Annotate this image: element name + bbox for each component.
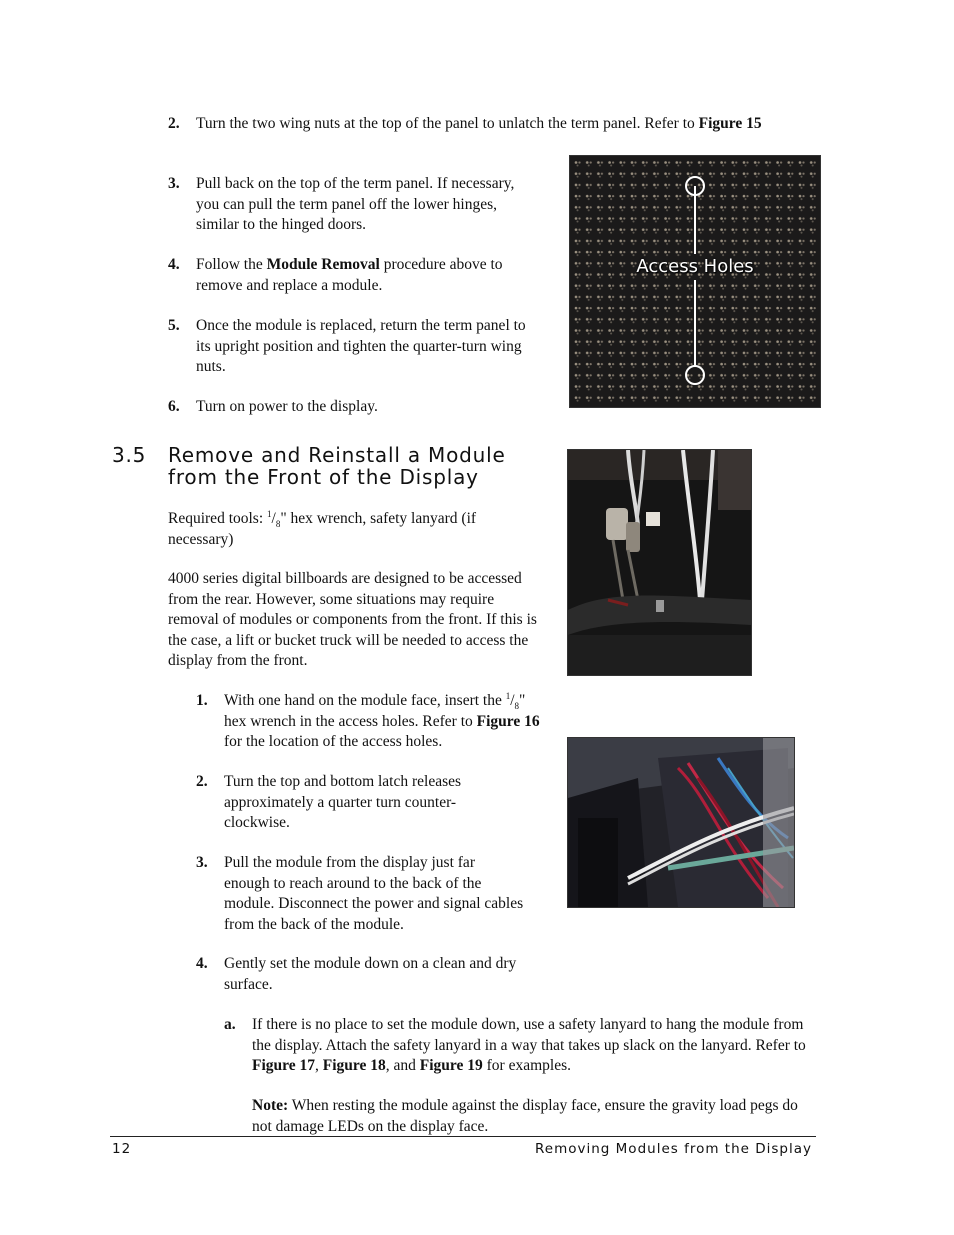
intro-paragraph: 4000 series digital billboards are designed to be accessed from the rear. However, some situations may require removal of modules or components from the front. If this is the case, a lift or bucket truck will be needed to access the display from the front. bbox=[168, 570, 537, 669]
substep-letter: a. bbox=[224, 1016, 236, 1033]
required-tools: Required tools: $^1/_8$" hex wrench, safety lanyard (if necessary) bbox=[168, 508, 477, 548]
note: Note: When resting the module against the display face, ensure the gravity load pegs do not damage LEDs on the display face. bbox=[252, 1097, 798, 1135]
figure-lanyard-photo bbox=[567, 449, 752, 676]
footer-chapter-title: Removing Modules from the Display bbox=[535, 1141, 812, 1157]
note-label: Note: bbox=[252, 1097, 289, 1114]
step-text: Pull back on the top of the term panel. If necessary, you can pull the term panel off the lower hinges, similar to the hinged doors. bbox=[196, 175, 515, 233]
step-number: 4. bbox=[196, 955, 208, 972]
step-number: 3. bbox=[168, 175, 180, 192]
figure-module-cables-photo bbox=[567, 737, 795, 908]
page-number: 12 bbox=[112, 1141, 132, 1157]
step-text: Turn the two wing nuts at the top of the panel to unlatch the term panel. Refer to Figure 15 bbox=[196, 115, 762, 132]
figure-reference: Figure 15 bbox=[698, 115, 762, 132]
step-text: Follow the Module Removal procedure above to remove and replace a module. bbox=[196, 256, 503, 294]
step-text: Turn the top and bottom latch releases approximately a quarter turn counter-clockwise. bbox=[224, 773, 462, 831]
led-grid-graphic bbox=[570, 156, 820, 407]
step-text: Gently set the module down on a clean and dry surface. bbox=[224, 955, 517, 993]
step-number: 5. bbox=[168, 317, 180, 334]
section-title-line2: from the Front of the Display bbox=[168, 465, 479, 489]
step-number: 3. bbox=[196, 854, 208, 871]
figure-led-module-photo bbox=[569, 155, 821, 408]
module-cables-graphic bbox=[568, 738, 794, 907]
step-text: Once the module is replaced, return the term panel to its upright position and tighten the quarter-turn wing nuts. bbox=[196, 317, 526, 375]
figure-reference: Figure 16 bbox=[476, 712, 540, 730]
step-text: Pull the module from the display just far enough to reach around to the back of the module. Disconnect the power and signal cables from the back of the module. bbox=[224, 854, 524, 933]
lanyard-graphic bbox=[568, 450, 751, 675]
access-holes-label: Access Holes bbox=[636, 256, 754, 277]
footer-rule bbox=[110, 1136, 816, 1137]
section-number: 3.5 bbox=[112, 443, 147, 467]
step-text: Turn on power to the display. bbox=[196, 398, 378, 415]
step-number: 2. bbox=[168, 115, 180, 132]
section-title-line1: Remove and Reinstall a Module bbox=[168, 443, 506, 467]
step-number: 6. bbox=[168, 398, 180, 415]
substep-text: If there is no place to set the module down, use a safety lanyard to hang the module from the display. Attach the safety lanyard in a way that takes up slack on the lanyard. Refer to Figure 17, Figure 18, and Figure 19 for examples. bbox=[252, 1016, 806, 1074]
step-number: 1. bbox=[196, 692, 208, 709]
step-text: With one hand on the module face, insert the $^1/_8$" hex wrench in the access holes. Refer to Figure 16 for the location of the access holes. bbox=[224, 690, 540, 750]
step-number: 2. bbox=[196, 773, 208, 790]
step-number: 4. bbox=[168, 256, 180, 273]
